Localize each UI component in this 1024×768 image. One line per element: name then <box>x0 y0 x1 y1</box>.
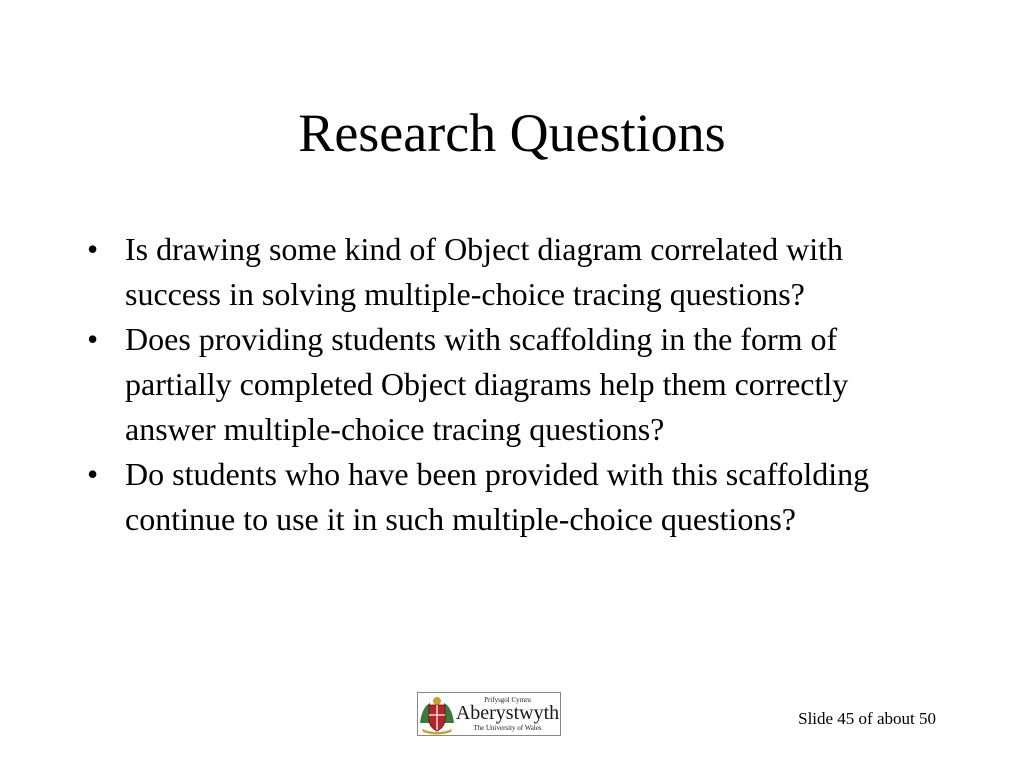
logo-name: Aberystwyth <box>455 702 560 724</box>
bullet-icon: • <box>87 231 99 267</box>
logo-subtitle-bottom: The University of Wales <box>473 724 542 732</box>
slide-title: Research Questions <box>298 103 726 163</box>
slide-number: Slide 45 of about 50 <box>798 709 936 728</box>
bullet-text: Do students who have been provided with this scaffolding continue to use it in such multiple-choice questions? <box>125 456 870 537</box>
bullet-icon: • <box>87 456 99 492</box>
crest-icon <box>418 693 456 735</box>
bullet-list <box>87 227 937 542</box>
crest-top <box>433 697 441 705</box>
university-logo <box>417 692 561 736</box>
logo-subtitle-top: Prifysgol Cymru <box>484 696 531 704</box>
bullet-item <box>87 317 937 452</box>
bullet-item <box>87 227 937 317</box>
crest-right-mantling <box>444 703 454 723</box>
bullet-text: Does providing students with scaffolding in the form of partially completed Object diagrams help them correctly answer multiple-choice tracing questions? <box>125 321 849 447</box>
bullet-item <box>87 452 937 542</box>
bullet-icon: • <box>87 321 99 357</box>
crest-left-mantling <box>420 703 430 723</box>
bullet-text: Is drawing some kind of Object diagram correlated with success in solving multiple-choice tracing questions? <box>125 231 843 312</box>
